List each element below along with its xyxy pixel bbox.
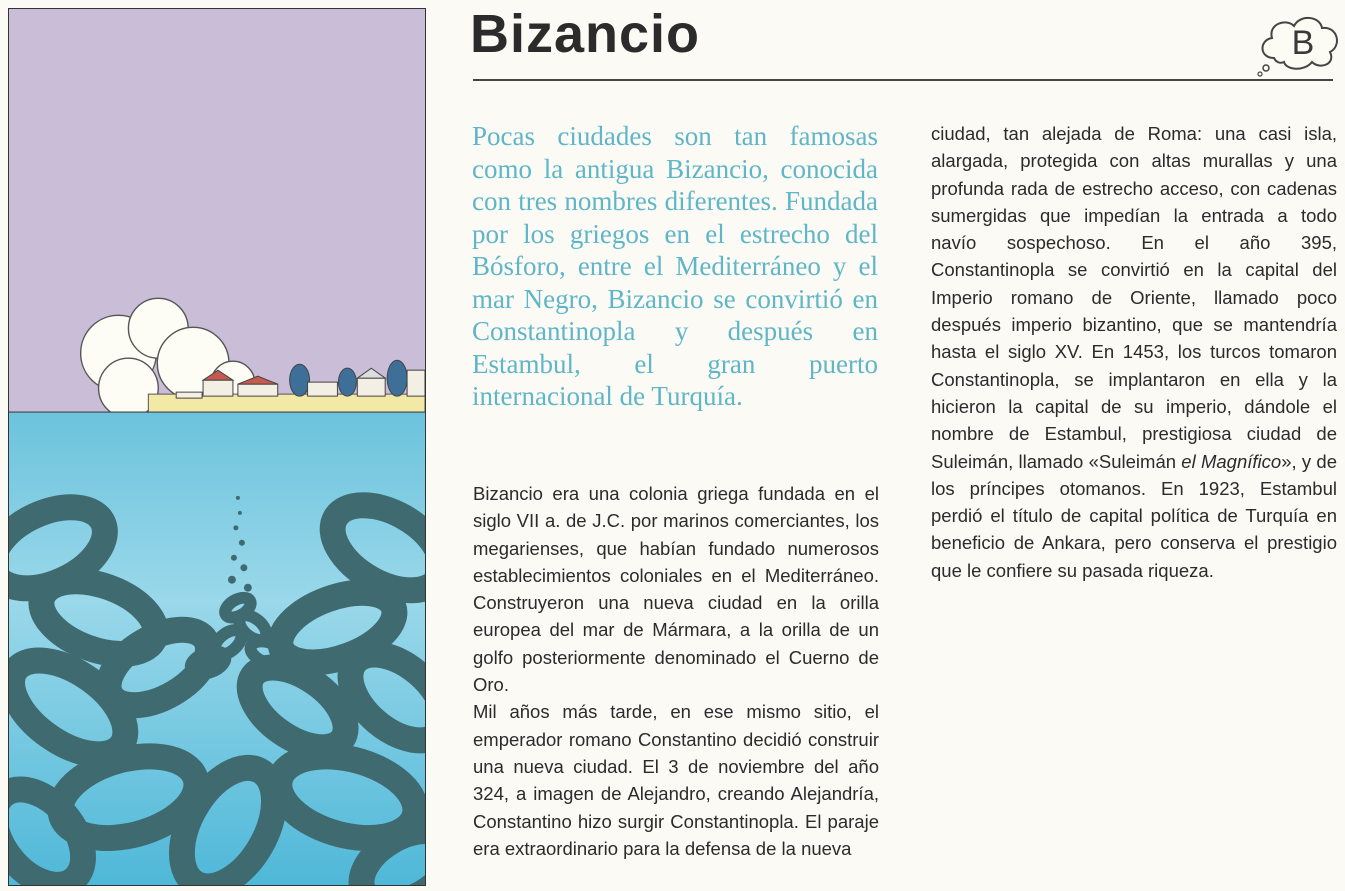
title-divider: [473, 79, 1333, 81]
page-title: Bizancio: [470, 4, 701, 64]
body-column-2: [931, 120, 1337, 584]
badge-letter: B: [1291, 23, 1315, 62]
body-paragraph-2: [931, 120, 1337, 584]
letter-badge: [1254, 8, 1344, 78]
body-paragraph-2-end: », y de los príncipes otomanos. En 1923, Estambul perdió el título de capital política de Turquía en beneficio de Ankara, pero conserva el prestigio que le confiere su pasada riqueza.: [931, 450, 1337, 581]
body-paragraph-2-italic: el Magnífico: [1181, 450, 1282, 472]
body-paragraph-1: Bizancio era una colonia griega fundada en el siglo VII a. de J.C. por marinos comerciantes, los megarienses, que habían fundado numerosos establecimientos coloniales en el Mediterráneo. Construyeron una nueva ciudad en la orilla europea del mar de Mármara, a la orilla de un golfo posteriormente denominado el Cuerno de Oro.: [473, 483, 879, 696]
intro-paragraph: Pocas ciudades son tan famosas como la antigua Bizancio, conocida con tres nombres diferentes. Fundada por los griegos en el estrecho del Bósforo, entre el Mediterráneo y el mar Negro, Bizancio se convirtió en Constantinopla y después en Estambul, el gran puerto internacional de Turquía.: [472, 121, 878, 411]
body-paragraph-2-text: ciudad, tan alejada de Roma: una casi isla, alargada, protegida con altas murallas y una profunda rada de estrecho acceso, con cadenas sumergidas que impedían la entrada a todo navío sospechoso. En el año 395, Constantinopla se convirtió en la capital del Imperio romano de Oriente, llamado poco después imperio bizantino, que se mantendría hasta el siglo XV. En 1453, los turcos tomaron Constantinopla, se implantaron en ella y la hicieron la capital de su imperio, dándole el nombre de Estambul, prestigiosa ciudad de Suleimán, llamado «Suleimán: [931, 123, 1337, 472]
body-column-1: [473, 480, 879, 862]
illustration: [8, 8, 426, 886]
body-paragraph-2-start: Mil años más tarde, en ese mismo sitio, el emperador romano Constantino decidió construir una nueva ciudad. El 3 de noviembre del año 324, a imagen de Alejandro, creando Alejandría, Constantino hizo surgir Constantinopla. El paraje era extraordinario para la defensa de la nueva: [473, 701, 879, 859]
